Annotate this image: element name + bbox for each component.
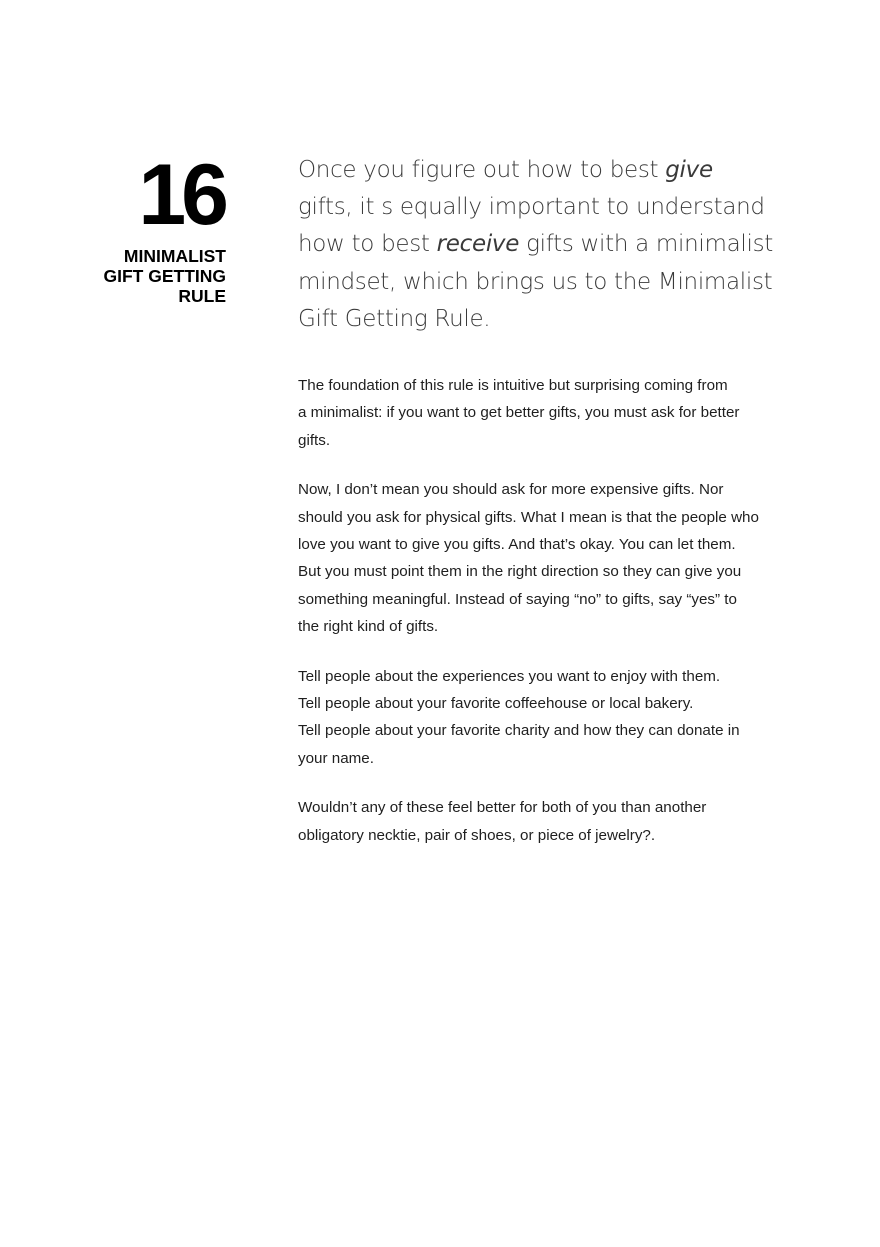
lead-line: Gift Getting Rule. xyxy=(298,305,491,332)
body-text xyxy=(298,372,768,849)
paragraph-line: Now, I don’t mean you should ask for more expensive gifts. Nor xyxy=(298,481,724,499)
lead-paragraph xyxy=(298,152,773,338)
paragraph-line: something meaningful. Instead of saying “no” to gifts, say “yes” to xyxy=(298,590,737,608)
paragraph-line: your name. xyxy=(298,749,374,767)
chapter-title-line: MINIMALIST xyxy=(123,246,226,266)
paragraph-line: Tell people about the experiences you want to enjoy with them. xyxy=(298,667,721,685)
paragraph xyxy=(298,476,768,640)
lead-line xyxy=(298,226,773,263)
paragraph-line: Tell people about your favorite charity and how they can donate in xyxy=(298,722,740,740)
lead-line xyxy=(298,152,768,189)
lead-line: mindset, which brings us to the Minimalist xyxy=(298,268,773,295)
paragraph xyxy=(298,372,768,454)
lead-emphasis: receive xyxy=(436,231,520,258)
lead-line: gifts, it s equally important to understand xyxy=(298,194,765,221)
paragraph-line: But you must point them in the right direction so they can give you xyxy=(298,563,742,581)
paragraph-line: should you ask for physical gifts. What I mean is that the people who xyxy=(298,508,759,526)
lead-emphasis: give xyxy=(665,157,713,183)
paragraph-line: gifts. xyxy=(298,431,331,449)
chapter-title-line: RULE xyxy=(178,286,226,306)
paragraph-line: Wouldn’t any of these feel better for both of you than another xyxy=(298,799,707,817)
paragraph-line: Tell people about your favorite coffeehouse or local bakery. xyxy=(298,695,694,713)
chapter-number: 16 xyxy=(138,147,224,243)
paragraph-line: the right kind of gifts. xyxy=(298,618,439,636)
chapter-title xyxy=(66,246,226,306)
paragraph-line: a minimalist: if you want to get better gifts, you must ask for better xyxy=(298,404,740,422)
chapter-content xyxy=(298,152,773,871)
paragraph xyxy=(298,663,768,773)
paragraph-line: The foundation of this rule is intuitive but surprising coming from xyxy=(298,377,728,395)
paragraph-line: obligatory necktie, pair of shoes, or piece of jewelry?. xyxy=(298,826,656,844)
lead-text: Once you figure out how to best xyxy=(298,157,666,183)
lead-text: how to best xyxy=(298,231,437,258)
lead-text: gifts with a minimalist xyxy=(519,231,773,258)
paragraph xyxy=(298,794,768,849)
paragraph-line: love you want to give you gifts. And that’s okay. You can let them. xyxy=(298,536,736,554)
chapter-title-line: GIFT GETTING xyxy=(103,266,226,286)
chapter-heading xyxy=(66,147,226,306)
